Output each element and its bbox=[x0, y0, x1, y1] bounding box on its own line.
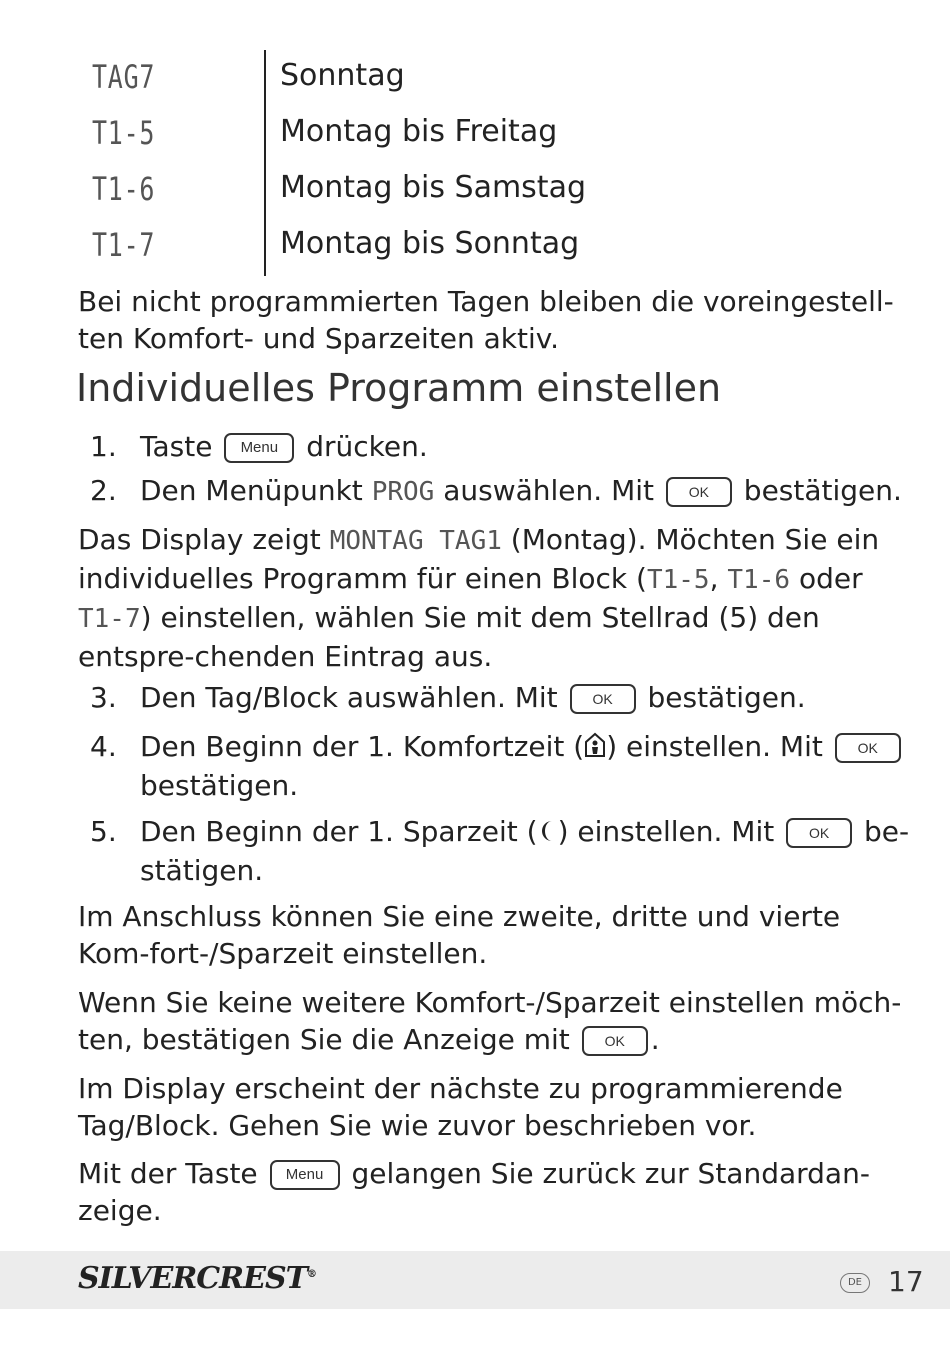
step-2 bbox=[90, 472, 910, 511]
lcd-montag: MONTAG TAG1 bbox=[329, 526, 502, 556]
menu-key-icon: Menu bbox=[270, 1160, 340, 1190]
step-number: 1. bbox=[90, 430, 117, 463]
step-text: bestätigen. bbox=[140, 768, 299, 802]
step-5 bbox=[90, 813, 910, 889]
registered-mark: ® bbox=[306, 1269, 316, 1280]
table-row bbox=[80, 164, 640, 220]
text: Wenn Sie keine weitere Komfort-/Sparzeit einstellen möch-ten, bestätigen Sie die Anzeige mit bbox=[78, 986, 902, 1056]
table-desc: Montag bis Freitag bbox=[280, 114, 558, 149]
text: (Montag). Möchten Sie ein individuelles Programm für einen Block ( bbox=[78, 523, 880, 595]
paragraph-menu-return bbox=[78, 1155, 908, 1229]
text: oder bbox=[798, 562, 863, 595]
lcd-t16: T1-6 bbox=[727, 565, 791, 595]
step-text: ) einstellen. Mit bbox=[557, 815, 775, 848]
lcd-t17: T1-7 bbox=[78, 604, 141, 634]
table-row bbox=[80, 52, 640, 108]
step-text: Den Tag/Block auswählen. Mit bbox=[140, 681, 558, 714]
step-text: Den Beginn der 1. Sparzeit ( bbox=[140, 815, 538, 848]
lcd-code: T1-6 bbox=[92, 170, 156, 208]
ok-key-icon: OK bbox=[570, 684, 636, 714]
text: ) einstellen, wählen Sie mit dem Stellrad (5) den entspre-chenden Eintrag aus. bbox=[78, 601, 820, 673]
text: Mit der Taste bbox=[78, 1157, 258, 1190]
table-row bbox=[80, 108, 640, 164]
lcd-t15: T1-5 bbox=[646, 565, 710, 595]
step-number: 3. bbox=[90, 681, 117, 714]
text: , bbox=[709, 562, 719, 595]
brand-logo bbox=[78, 1261, 316, 1296]
moon-icon bbox=[538, 815, 558, 852]
step-number: 2. bbox=[90, 474, 117, 507]
ok-key-icon: OK bbox=[786, 818, 852, 848]
footer-bar bbox=[0, 1251, 950, 1309]
lcd-code: T1-5 bbox=[92, 114, 156, 152]
text: Das Display zeigt bbox=[78, 523, 321, 556]
section-title: Individuelles Programm einstellen bbox=[76, 366, 722, 410]
lcd-code: T1-7 bbox=[92, 226, 156, 264]
step-text: bestätigen. bbox=[743, 474, 902, 507]
step-text: ) einstellen. Mit bbox=[606, 730, 823, 763]
brand-text: SILVERCREST bbox=[78, 1261, 307, 1296]
paragraph-additional-times: Im Anschluss können Sie eine zweite, dritte und vierte Kom-fort-/Sparzeit einstellen. bbox=[78, 900, 841, 970]
step-4 bbox=[90, 728, 910, 804]
text: . bbox=[650, 1023, 660, 1056]
step-text: Den Beginn der 1. Komfortzeit ( bbox=[140, 730, 585, 763]
table-desc: Montag bis Sonntag bbox=[280, 226, 580, 261]
ok-key-icon: OK bbox=[835, 733, 901, 763]
table-desc: Sonntag bbox=[280, 58, 405, 93]
page-number: 17 bbox=[888, 1265, 924, 1298]
language-badge: DE bbox=[840, 1273, 870, 1293]
intro-paragraph: Bei nicht programmierten Tagen bleiben die voreingestell-ten Komfort- und Sparzeiten aktiv. bbox=[78, 285, 894, 355]
text: gelangen Sie zurück zur Standardan-zeige. bbox=[78, 1157, 870, 1227]
step-text: Den Menüpunkt bbox=[140, 474, 363, 507]
home-person-icon bbox=[584, 730, 606, 767]
step-1 bbox=[90, 428, 910, 465]
step-3 bbox=[90, 679, 910, 716]
step-text: Taste bbox=[140, 430, 213, 463]
lcd-code: TAG7 bbox=[92, 58, 156, 96]
paragraph-confirm bbox=[78, 984, 908, 1058]
table-desc: Montag bis Samstag bbox=[280, 170, 586, 205]
display-paragraph bbox=[78, 521, 908, 675]
menu-key-icon: Menu bbox=[224, 433, 294, 463]
ok-key-icon: OK bbox=[582, 1026, 648, 1056]
ok-key-icon: OK bbox=[666, 477, 732, 507]
paragraph-next-day: Im Display erscheint der nächste zu programmierende Tag/Block. Gehen Sie wie zuvor beschrieben vor. bbox=[78, 1072, 843, 1142]
step-number: 5. bbox=[90, 815, 117, 848]
step-number: 4. bbox=[90, 730, 117, 763]
step-text: be-stätigen. bbox=[140, 815, 910, 887]
step-text: bestätigen. bbox=[647, 681, 806, 714]
step-text: auswählen. Mit bbox=[443, 474, 654, 507]
table-row bbox=[80, 220, 640, 276]
step-text: drücken. bbox=[306, 430, 428, 463]
lcd-prog: PROG bbox=[371, 477, 435, 507]
